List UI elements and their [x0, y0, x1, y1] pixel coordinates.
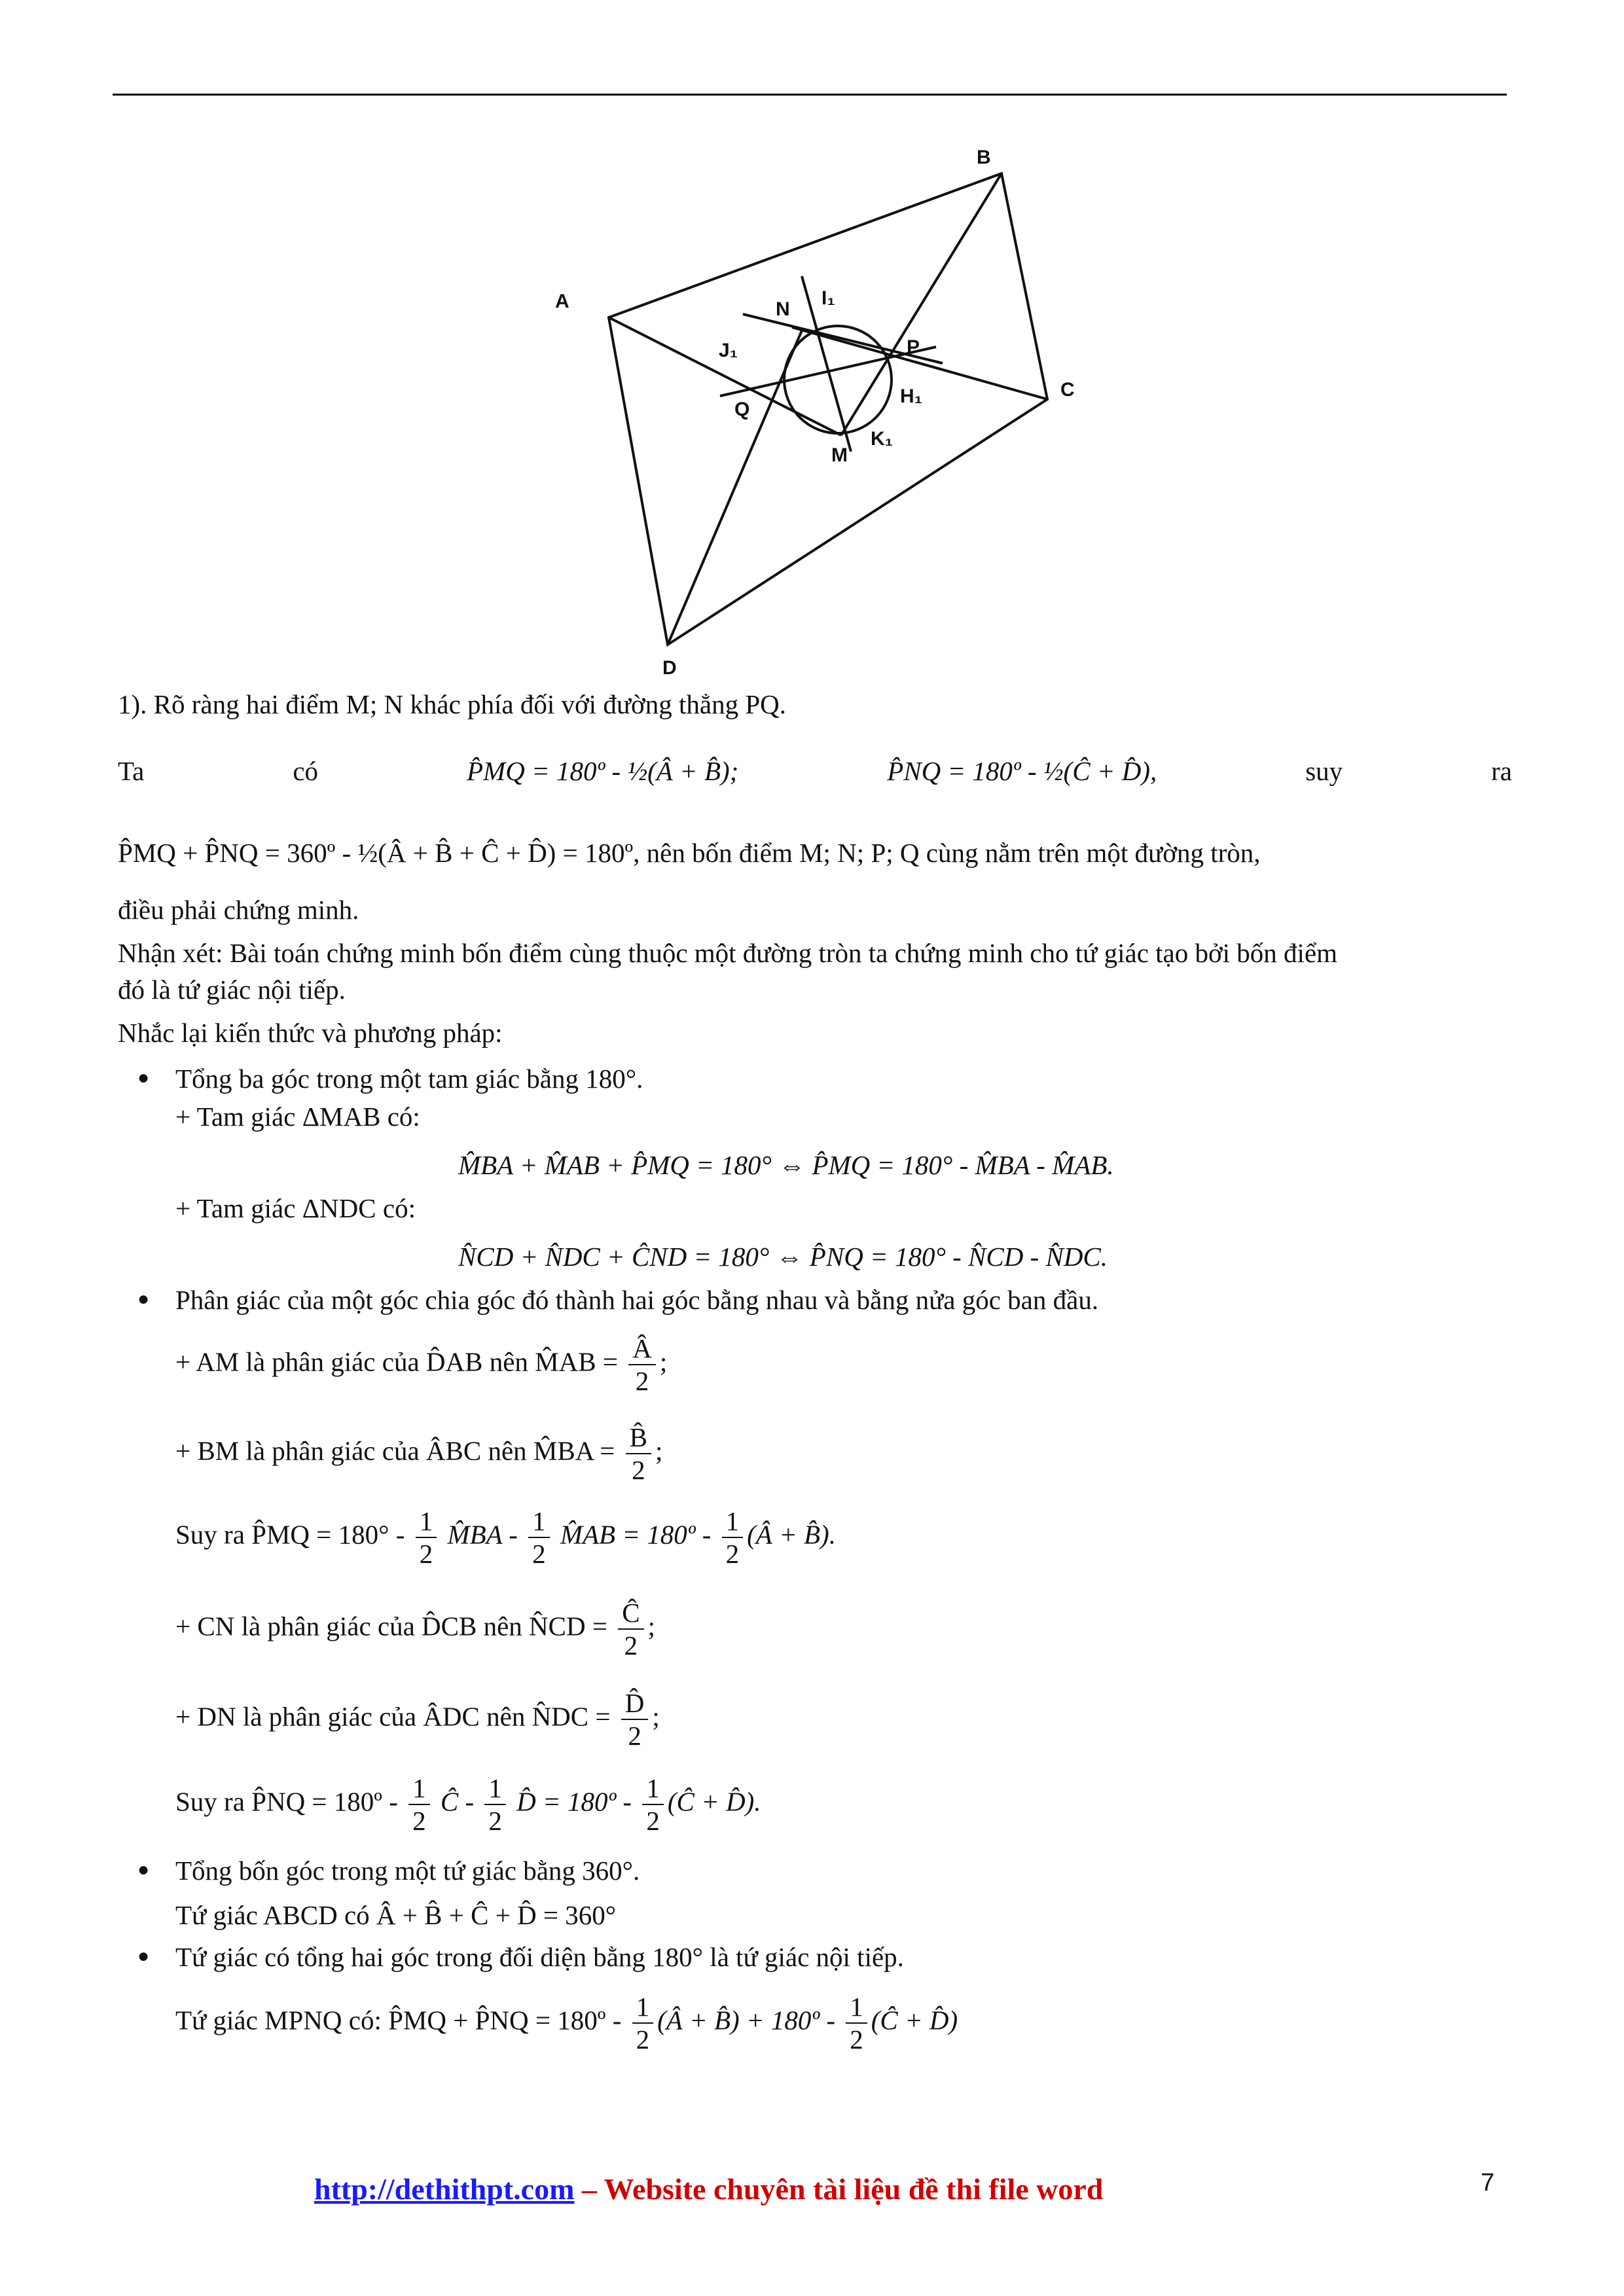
- bullet-3a: Tứ giác ABCD có Â + B̂ + Ĉ + D̂ = 360°: [175, 1900, 617, 1930]
- fraction-half: [528, 1505, 550, 1570]
- semicolon: ;: [647, 1611, 655, 1641]
- fraction-num: 1: [642, 1772, 664, 1805]
- bullet-2f-mid1: Ĉ -: [440, 1786, 475, 1817]
- fraction-den: 2: [725, 1539, 740, 1569]
- bullet-1: Tổng ba góc trong một tam giác bằng 180°.: [175, 1064, 643, 1094]
- fraction-den: 2: [624, 1630, 638, 1660]
- para-3b: điều phải chứng minh.: [118, 895, 359, 925]
- para-2-suy: suy: [1305, 756, 1343, 786]
- semicolon: ;: [652, 1701, 660, 1732]
- fraction-num: 1: [528, 1505, 550, 1538]
- fraction-half: [642, 1772, 664, 1837]
- label-p: P: [907, 336, 920, 358]
- fraction-num: Ĉ: [618, 1597, 643, 1630]
- bullet-dot-1: ●: [137, 1067, 150, 1088]
- label-a: A: [555, 291, 569, 312]
- bullet-4a-left: Tứ giác MPNQ có: P̂MQ + P̂NQ = 180º -: [175, 2005, 622, 2036]
- fraction-b-half: [626, 1422, 651, 1486]
- page-number: 7: [1481, 2169, 1495, 2197]
- label-d: D: [662, 657, 677, 679]
- bullet-2f: [175, 1772, 761, 1837]
- fraction-num: 1: [846, 1991, 867, 2024]
- bullet-3: Tổng bốn góc trong một tứ giác bằng 360°.: [175, 1856, 640, 1886]
- fraction-num: 1: [722, 1505, 744, 1538]
- para-1: 1). Rõ ràng hai điểm M; N khác phía đối với đường thẳng PQ.: [118, 689, 786, 719]
- fraction-a-half: [628, 1333, 656, 1397]
- quadrilateral-figure: [524, 137, 1100, 681]
- recall-heading: Nhắc lại kiến thức và phương pháp:: [118, 1018, 503, 1048]
- fraction-num: Â: [628, 1333, 656, 1365]
- label-c: C: [1060, 379, 1075, 401]
- bullet-2a: [175, 1333, 667, 1397]
- bullet-2f-mid2: D̂ = 180º -: [516, 1786, 632, 1817]
- fraction-den: 2: [532, 1539, 546, 1569]
- remark-line-2: đó là tứ giác nội tiếp.: [118, 975, 346, 1005]
- fraction-half: [722, 1505, 744, 1570]
- bullet-2c-mid2: M̂AB = 180º -: [560, 1519, 712, 1550]
- fraction-den: 2: [635, 1366, 649, 1396]
- bullet-1a-eq: M̂BA + M̂AB + P̂MQ = 180° ⇔ P̂MQ = 180° - M̂BA - M̂AB.: [458, 1150, 1114, 1180]
- bullet-1b: + Tam giác ΔNDC có:: [175, 1193, 416, 1223]
- header-rule: [113, 94, 1507, 96]
- bullet-2c-mid1: M̂BA -: [447, 1519, 518, 1550]
- bullet-4a-mid: (Â + B̂) + 180º -: [657, 2005, 835, 2036]
- fraction-half: [632, 1991, 654, 2055]
- para-3: P̂MQ + P̂NQ = 360º - ½(Â + B̂ + Ĉ + D̂) = 180º, nên bốn điểm M; N; P; Q cùng nằm trên một đường tròn,: [118, 838, 1261, 868]
- fraction-d-half: [621, 1687, 649, 1751]
- bullet-2d: [175, 1597, 655, 1661]
- fraction-den: 2: [419, 1539, 433, 1569]
- fraction-den: 2: [632, 1455, 645, 1485]
- fraction-num: 1: [632, 1991, 654, 2024]
- label-m: M: [831, 444, 848, 466]
- bullet-2a-text: + AM là phân giác của D̂AB nên M̂AB =: [175, 1346, 618, 1377]
- fraction-num: 1: [484, 1772, 506, 1805]
- bullet-2f-end: (Ĉ + D̂).: [667, 1786, 761, 1817]
- footer-link[interactable]: http://dethithpt.com: [314, 2172, 575, 2206]
- para-2: [118, 753, 1512, 789]
- label-j1: J₁: [719, 340, 738, 361]
- para-2-eq2: P̂NQ = 180º - ½(Ĉ + D̂),: [887, 756, 1157, 786]
- bullet-2c-end: (Â + B̂).: [747, 1519, 836, 1550]
- bullet-4: Tứ giác có tổng hai góc trong đối diện bằng 180° là tứ giác nội tiếp.: [175, 1942, 904, 1972]
- bullet-2c: [175, 1505, 836, 1570]
- label-i1: I₁: [821, 287, 835, 309]
- fraction-den: 2: [850, 2024, 863, 2054]
- fraction-den: 2: [636, 2024, 650, 2054]
- semicolon: ;: [655, 1435, 663, 1466]
- remark-line-1: Nhận xét: Bài toán chứng minh bốn điểm cùng thuộc một đường tròn ta chứng minh cho tứ giác tạo bởi bốn điểm: [118, 938, 1338, 968]
- bullet-2e-text: + DN là phân giác của ÂDC nên N̂DC =: [175, 1701, 611, 1732]
- bullet-2c-left: Suy ra P̂MQ = 180° -: [175, 1519, 405, 1550]
- fraction-num: D̂: [621, 1687, 649, 1720]
- fraction-den: 2: [412, 1806, 426, 1836]
- bullet-dot-2: ●: [137, 1288, 150, 1310]
- label-h1: H₁: [900, 386, 923, 407]
- para-2-ta: Ta: [118, 756, 145, 786]
- fraction-half: [484, 1772, 506, 1837]
- fraction-den: 2: [646, 1806, 660, 1836]
- fraction-den: 2: [488, 1806, 502, 1836]
- bullet-1b-eq: N̂CD + N̂DC + ĈND = 180° ⇔ P̂NQ = 180° - N̂CD - N̂DC.: [458, 1242, 1108, 1272]
- label-k1: K₁: [871, 428, 893, 450]
- bullet-dot-4: ●: [137, 1945, 150, 1967]
- bullet-2e: [175, 1687, 660, 1751]
- bullet-2f-left: Suy ra P̂NQ = 180º -: [175, 1786, 398, 1817]
- quadrilateral-abcd: [609, 173, 1047, 645]
- fraction-half: [846, 1991, 867, 2055]
- para-2-eq1: P̂MQ = 180º - ½(Â + B̂);: [467, 756, 739, 786]
- bullet-2b-text: + BM là phân giác của ÂBC nên M̂BA =: [175, 1435, 615, 1466]
- para-2-ra: ra: [1491, 756, 1512, 786]
- bullet-4a: [175, 1991, 958, 2055]
- bullet-dot-3: ●: [137, 1859, 150, 1880]
- label-b: B: [977, 147, 991, 168]
- fraction-num: B̂: [626, 1422, 651, 1454]
- bullet-4a-end: (Ĉ + D̂): [871, 2005, 958, 2036]
- bullet-2d-text: + CN là phân giác của D̂CB nên N̂CD =: [175, 1611, 607, 1641]
- bullet-2b: [175, 1422, 662, 1486]
- bullet-2: Phân giác của một góc chia góc đó thành hai góc bằng nhau và bằng nửa góc ban đầu.: [175, 1285, 1099, 1315]
- semicolon: ;: [659, 1346, 668, 1377]
- fraction-den: 2: [628, 1721, 641, 1751]
- label-q: Q: [734, 399, 750, 420]
- fraction-num: 1: [416, 1505, 437, 1538]
- bisector-dn: [668, 331, 802, 645]
- fraction-num: 1: [408, 1772, 430, 1805]
- label-n: N: [776, 298, 790, 320]
- fraction-c-half: [618, 1597, 643, 1661]
- fraction-half: [416, 1505, 437, 1570]
- para-2-co: có: [293, 756, 319, 786]
- footer-tagline: – Website chuyên tài liệu đề thi file word: [574, 2172, 1104, 2206]
- footer: [314, 2172, 1103, 2206]
- bullet-1a: + Tam giác ΔMAB có:: [175, 1102, 420, 1132]
- fraction-half: [408, 1772, 430, 1837]
